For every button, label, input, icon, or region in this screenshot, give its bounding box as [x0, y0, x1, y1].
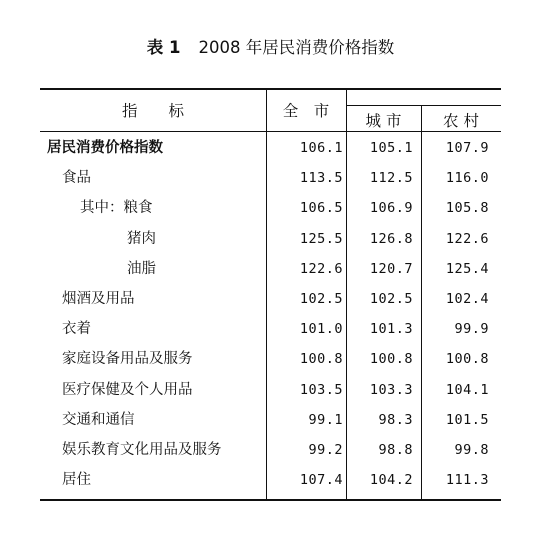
value-national: 106.5 [299, 200, 343, 216]
value-urban: 103.3 [369, 382, 413, 398]
value-rural: 99.9 [454, 321, 489, 337]
value-rural: 125.4 [445, 261, 489, 277]
value-urban: 112.5 [369, 170, 413, 186]
value-rural: 100.8 [445, 351, 489, 367]
row-label: 衣着 [62, 321, 91, 337]
row-label: 家庭设备用品及服务 [62, 351, 193, 367]
value-urban: 120.7 [369, 261, 413, 277]
value-national: 103.5 [299, 382, 343, 398]
value-national: 100.8 [299, 351, 343, 367]
value-national: 107.4 [299, 472, 343, 488]
value-urban: 102.5 [369, 291, 413, 307]
value-rural: 116.0 [445, 170, 489, 186]
value-urban: 98.8 [378, 442, 413, 458]
value-urban: 104.2 [369, 472, 413, 488]
value-national: 101.0 [299, 321, 343, 337]
table-title [0, 34, 541, 58]
column-divider [266, 89, 267, 500]
header-national: 全 市 [282, 102, 330, 120]
header-urban: 城 市 [365, 112, 402, 130]
row-label: 食品 [62, 170, 91, 186]
value-urban: 126.8 [369, 231, 413, 247]
row-label: 居住 [62, 472, 91, 488]
value-urban: 100.8 [369, 351, 413, 367]
value-urban: 106.9 [369, 200, 413, 216]
row-label: 猪肉 [127, 231, 156, 247]
row-label: 烟酒及用品 [62, 291, 135, 307]
value-rural: 122.6 [445, 231, 489, 247]
value-urban: 98.3 [378, 412, 413, 428]
value-rural: 105.8 [445, 200, 489, 216]
value-rural: 111.3 [445, 472, 489, 488]
header-indicator: 指 标 [121, 102, 184, 120]
value-rural: 99.8 [454, 442, 489, 458]
header-sub-rule [346, 105, 501, 106]
value-national: 125.5 [299, 231, 343, 247]
value-urban: 101.3 [369, 321, 413, 337]
value-rural: 101.5 [445, 412, 489, 428]
value-national: 102.5 [299, 291, 343, 307]
table-top-rule [40, 88, 501, 90]
header-bottom-rule [40, 131, 501, 132]
row-label: 油脂 [127, 261, 156, 277]
value-rural: 107.9 [445, 140, 489, 156]
row-label: 交通和通信 [62, 412, 135, 428]
row-label: 居民消费价格指数 [47, 140, 163, 156]
value-urban: 105.1 [369, 140, 413, 156]
table-title-text: 2008 年居民消费价格指数 [198, 38, 395, 57]
table-bottom-rule [40, 499, 501, 501]
header-rural: 农 村 [443, 112, 479, 130]
value-national: 99.2 [308, 442, 343, 458]
value-national: 99.1 [308, 412, 343, 428]
row-label: 医疗保健及个人用品 [62, 382, 193, 398]
row-label: 其中：粮食 [80, 200, 153, 216]
value-national: 106.1 [299, 140, 343, 156]
row-label: 娱乐教育文化用品及服务 [62, 442, 222, 458]
value-rural: 104.1 [445, 382, 489, 398]
value-rural: 102.4 [445, 291, 489, 307]
value-national: 113.5 [299, 170, 343, 186]
value-national: 122.6 [299, 261, 343, 277]
table-number: 表 1 [146, 38, 181, 57]
